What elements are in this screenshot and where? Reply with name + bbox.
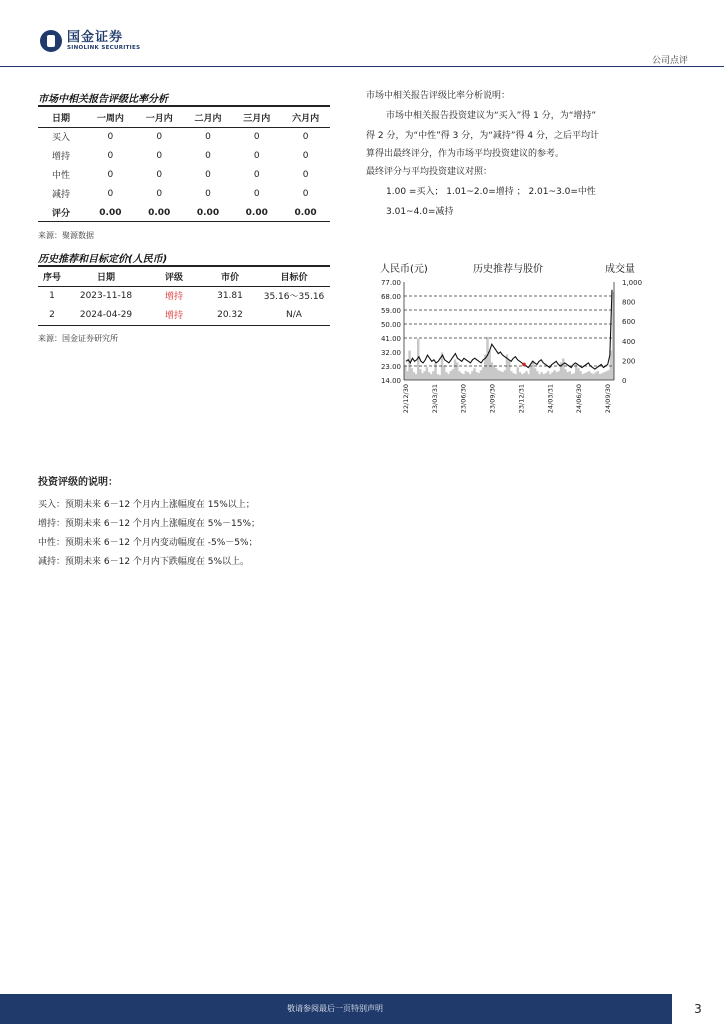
table-row <box>38 127 330 146</box>
price-history-chart <box>364 258 654 418</box>
volume-bar <box>408 351 410 380</box>
x-tick-label: 23/03/31 <box>430 384 439 414</box>
volume-bar <box>436 374 438 380</box>
table-cell: 0 <box>205 188 211 199</box>
volume-bar <box>488 351 490 380</box>
volume-bar <box>556 372 558 380</box>
table-row <box>38 146 330 165</box>
volume-bar <box>480 370 482 380</box>
volume-bar <box>493 365 495 380</box>
table-cell: 0 <box>156 169 163 180</box>
volume-bar <box>525 371 527 380</box>
volume-bar <box>452 369 454 380</box>
rating-table <box>38 108 330 222</box>
volume-bar <box>501 372 503 380</box>
x-tick-label: 24/06/30 <box>575 384 584 414</box>
volume-bar <box>465 371 467 380</box>
table-cell: 0 <box>253 188 260 199</box>
rating-map-line: 1.00 =买入； 1.01~2.0=增持 ； 2.01~3.0=中性 <box>386 187 596 197</box>
volume-bar <box>551 372 553 380</box>
score-cell: 0.00 <box>148 207 171 218</box>
volume-bar <box>597 371 599 380</box>
volume-bar <box>523 373 525 380</box>
volume-bar <box>421 373 423 380</box>
volume-bar <box>449 371 451 380</box>
volume-bar <box>486 337 488 380</box>
page-footer <box>0 994 724 1024</box>
y2-tick-label: 600 <box>622 318 636 327</box>
volume-bar <box>571 374 573 380</box>
y-tick-label: 32.00 <box>380 349 401 357</box>
volume-bar <box>419 369 421 380</box>
rating-cell: 增持 <box>164 311 183 321</box>
doc-type-label: 公司点评 <box>651 56 688 66</box>
volume-bar <box>510 371 512 380</box>
rating-section-title: 市场中相关报告评级比率分析 <box>38 94 168 105</box>
explanation-line: 减持：预期未来 6－12 个月内下跌幅度在 5%以上。 <box>38 557 250 567</box>
score-cell: 0.00 <box>294 207 317 218</box>
row-label: 买入 <box>52 133 71 143</box>
column-header: 一月内 <box>145 114 173 124</box>
volume-bar <box>471 371 473 380</box>
volume-bar <box>540 372 542 380</box>
disclaimer-note: 敬请参阅最后一页特别声明 <box>287 1004 383 1013</box>
volume-bar <box>592 374 594 380</box>
x-tick-label: 22/12/30 <box>402 384 410 414</box>
table-cell: 0 <box>107 188 114 199</box>
left-axis-label: 人民币(元) <box>380 264 428 275</box>
table-cell: 2 <box>49 309 55 320</box>
table-cell: 0 <box>205 169 211 180</box>
table-cell: 0 <box>253 131 260 142</box>
row-label: 评分 <box>52 209 71 219</box>
y2-tick-label: 400 <box>622 337 636 346</box>
table-cell: 0 <box>107 169 114 180</box>
volume-bar <box>478 373 480 380</box>
rating-marker <box>522 363 526 367</box>
table-cell: 2023-11-18 <box>79 290 133 301</box>
volume-bar <box>566 372 568 380</box>
rating-note-heading: 市场中相关报告评级比率分析说明： <box>366 91 511 101</box>
score-cell: 0.00 <box>245 207 268 218</box>
volume-bar <box>473 368 475 380</box>
volume-bar <box>458 371 460 380</box>
history-section-title: 历史推荐和目标定价(人民币) <box>38 254 168 265</box>
column-header: 六月内 <box>292 114 320 124</box>
rating-cell: 增持 <box>164 292 183 302</box>
company-logo <box>40 30 140 52</box>
row-label: 中性 <box>52 171 71 181</box>
row-label: 减持 <box>52 190 71 200</box>
table-cell: 0 <box>156 150 163 161</box>
volume-bar <box>562 358 564 380</box>
volume-bar <box>410 368 412 380</box>
volume-bar <box>547 371 549 380</box>
volume-bar <box>545 373 547 380</box>
logo-cn: 国金证券 <box>67 29 124 45</box>
y-tick-label: 50.00 <box>380 321 401 329</box>
rating-table-top-rule <box>38 105 330 107</box>
volume-bar <box>432 371 434 380</box>
score-cell: 0.00 <box>196 207 220 218</box>
volume-bar <box>553 370 555 380</box>
column-header: 序号 <box>42 273 61 283</box>
volume-bar <box>536 371 538 380</box>
volume-bar <box>406 371 408 380</box>
volume-bar <box>586 372 588 380</box>
y-tick-label: 14.00 <box>380 377 401 385</box>
y2-tick-label: 0 <box>622 377 627 385</box>
y2-tick-label: 1,000 <box>622 279 643 287</box>
volume-bar <box>499 371 501 380</box>
history-table <box>38 267 330 324</box>
logo-en: SINOLINK SECURITIES <box>67 44 141 51</box>
rating-header-rule <box>38 127 330 128</box>
rating-note-line: 市场中相关报告投资建议为“买入”得 1 分，为“增持” <box>386 111 597 121</box>
y-tick-label: 68.00 <box>380 293 401 301</box>
volume-bar <box>514 374 516 380</box>
history-table-bottom-rule <box>38 325 330 326</box>
volume-bar <box>504 370 506 380</box>
history-header-rule <box>38 286 330 287</box>
table-cell: 1 <box>49 290 55 301</box>
volume-bar <box>469 374 471 380</box>
volume-bar <box>426 367 428 380</box>
volume-bar <box>475 372 477 380</box>
volume-bar <box>575 364 577 380</box>
x-tick-label: 23/06/30 <box>459 384 468 414</box>
volume-bar <box>508 360 510 380</box>
volume-bar <box>532 360 534 380</box>
volume-bar <box>527 374 529 380</box>
volume-bar <box>549 374 551 380</box>
header-divider <box>0 66 724 67</box>
volume-bar <box>534 368 536 380</box>
volume-bar <box>439 375 441 380</box>
volume-bar <box>605 371 607 380</box>
volume-bar <box>413 372 415 380</box>
column-header: 三月内 <box>243 114 271 124</box>
table-cell: 0 <box>302 188 309 199</box>
volume-bar <box>558 371 560 380</box>
volume-bar <box>519 372 521 380</box>
volume-bar <box>530 366 532 380</box>
volume-bar <box>491 362 493 380</box>
volume-bar <box>595 372 597 380</box>
volume-bar <box>608 370 610 380</box>
x-tick-label: 23/12/31 <box>517 384 526 414</box>
table-cell: 0 <box>156 131 163 142</box>
rating-note-line: 算得出最终评分，作为市场平均投资建议的参考。 <box>366 149 565 159</box>
volume-bar <box>467 372 469 380</box>
volume-bar <box>460 373 462 380</box>
column-header: 目标价 <box>280 273 308 283</box>
volume-bar <box>443 365 445 380</box>
explanation-title: 投资评级的说明： <box>38 477 118 488</box>
column-header: 二月内 <box>194 114 222 124</box>
right-axis-label: 成交量 <box>605 264 635 275</box>
volume-bar <box>428 372 430 380</box>
table-row <box>38 305 330 324</box>
volume-bar <box>599 374 601 380</box>
volume-bar <box>579 371 581 380</box>
volume-bar <box>543 374 545 380</box>
volume-bar <box>569 371 571 380</box>
table-cell: 0 <box>205 131 211 142</box>
y-tick-label: 41.00 <box>380 335 401 343</box>
table-cell: 35.16～35.16 <box>263 292 325 302</box>
y-tick-label: 77.00 <box>380 279 401 287</box>
table-cell: 0 <box>156 188 163 199</box>
volume-bar <box>603 372 605 380</box>
explanation-line: 中性：预期未来 6－12 个月内变动幅度在 -5%－5%； <box>38 538 258 548</box>
volume-bar <box>538 374 540 380</box>
row-label: 增持 <box>52 152 71 162</box>
volume-bar <box>584 373 586 380</box>
x-tick-label: 24/09/30 <box>604 384 612 414</box>
page-header <box>0 0 724 66</box>
volume-bar <box>447 374 449 380</box>
price-line <box>406 290 612 369</box>
volume-bar <box>482 367 484 380</box>
history-table-header <box>38 267 330 286</box>
y-tick-label: 59.00 <box>380 307 401 315</box>
volume-bar <box>462 374 464 380</box>
column-header: 日期 <box>96 273 115 283</box>
volume-bar <box>601 373 603 380</box>
volume-bar <box>445 372 447 380</box>
table-cell: 0 <box>253 169 260 180</box>
explanation-line: 买入：预期未来 6－12 个月内上涨幅度在 15%以上； <box>38 500 255 510</box>
volume-bar <box>415 374 417 380</box>
table-row <box>38 165 330 184</box>
table-row <box>38 184 330 203</box>
table-row <box>38 286 330 305</box>
volume-bar <box>512 373 514 380</box>
table-cell: 31.81 <box>217 290 243 301</box>
rating-note-line: 最终评分与平均投资建议对照： <box>366 167 493 177</box>
table-cell: 0 <box>205 150 211 161</box>
volume-bar <box>423 371 425 380</box>
y2-tick-label: 800 <box>622 298 636 307</box>
volume-bar <box>497 370 499 380</box>
volume-bar <box>582 374 584 380</box>
y-tick-label: 23.00 <box>380 363 401 371</box>
volume-bar <box>430 374 432 380</box>
table-cell: N/A <box>286 309 302 320</box>
volume-bar <box>517 367 519 380</box>
rating-table-header <box>38 108 330 127</box>
volume-bar <box>590 373 592 380</box>
volume-bar <box>521 374 523 380</box>
volume-bar <box>577 368 579 380</box>
volume-bar <box>564 369 566 380</box>
table-cell: 20.32 <box>217 309 243 320</box>
volume-bar <box>588 371 590 380</box>
rating-source: 来源：聚源数据 <box>38 231 94 240</box>
rating-table-bottom-rule <box>38 221 330 222</box>
rating-map-line: 3.01~4.0=减持 <box>386 207 454 217</box>
rating-note-line: 得 2 分，为“中性”得 3 分，为“减持”得 4 分，之后平均计 <box>366 131 599 141</box>
score-cell: 0.00 <box>99 207 122 218</box>
page-number: 3 <box>672 994 724 1024</box>
column-header: 评级 <box>164 273 183 283</box>
table-cell: 0 <box>302 131 309 142</box>
table-cell: 2024-04-29 <box>79 309 133 320</box>
y2-tick-label: 200 <box>622 357 636 366</box>
table-cell: 0 <box>302 169 309 180</box>
history-source: 来源：国金证券研究所 <box>38 334 118 343</box>
chart-title: 历史推荐与股价 <box>473 264 543 275</box>
column-header: 一周内 <box>96 114 124 124</box>
explanation-line: 增持：预期未来 6－12 个月内上涨幅度在 5%－15%； <box>38 519 261 529</box>
column-header: 日期 <box>52 114 71 124</box>
table-cell: 0 <box>107 131 114 142</box>
score-row <box>38 203 330 222</box>
volume-bar <box>573 373 575 380</box>
table-cell: 0 <box>253 150 260 161</box>
volume-bar <box>454 359 456 380</box>
column-header: 市价 <box>220 273 239 283</box>
x-tick-label: 23/09/30 <box>488 384 497 414</box>
logo-icon <box>40 30 62 52</box>
volume-bar <box>456 362 458 380</box>
table-cell: 0 <box>302 150 309 161</box>
table-cell: 0 <box>107 150 114 161</box>
volume-bar <box>495 368 497 380</box>
x-tick-label: 24/03/31 <box>546 384 555 414</box>
